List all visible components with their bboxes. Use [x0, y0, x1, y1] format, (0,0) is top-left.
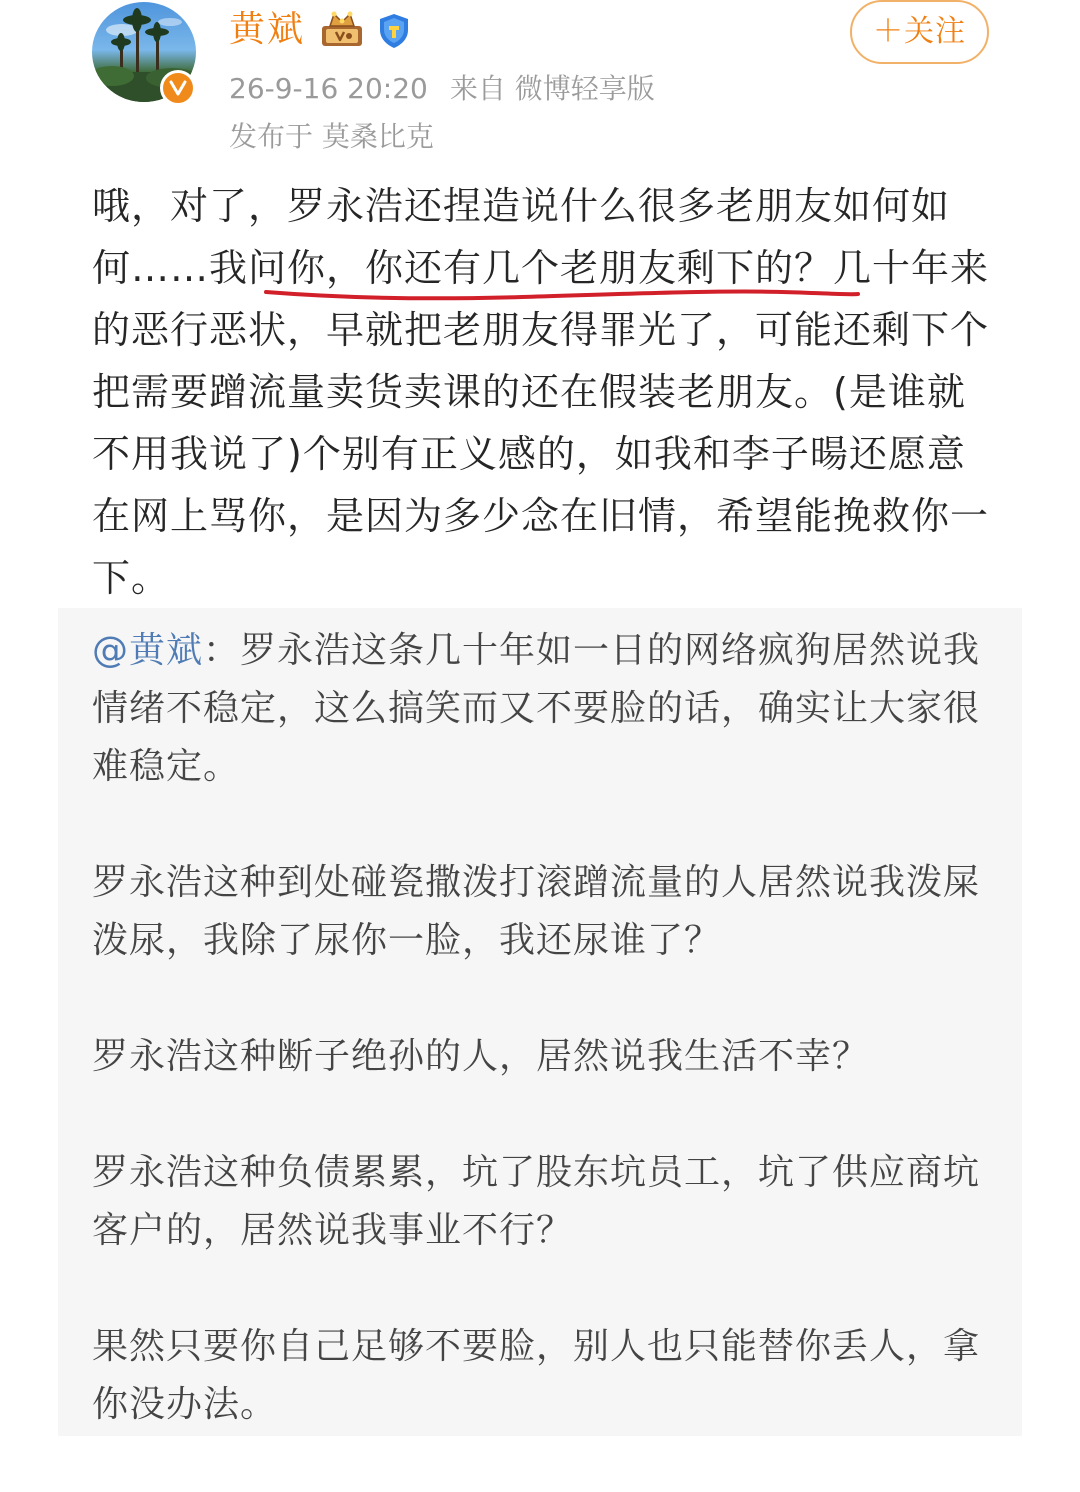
follow-button[interactable]: ＋关注	[850, 0, 989, 64]
quote-paragraph: 罗永浩这种负债累累，坑了股东坑员工，坑了供应商坑客户的，居然说我事业不行？	[92, 1152, 981, 1251]
verified-v-badge-icon	[160, 70, 196, 106]
post-text-before: 哦，对了，罗永浩还捏造说什么很多老朋友如何如何……	[92, 184, 951, 290]
mention-link[interactable]: @黄斌	[92, 630, 204, 671]
post-text-highlighted: 我问你，你还有几个老朋友剩下的？	[209, 246, 834, 290]
username[interactable]: 黄斌	[229, 9, 306, 50]
quote-paragraph: 果然只要你自己足够不要脸，别人也只能替你丢人，拿你没办法。	[92, 1326, 981, 1425]
post-timestamp[interactable]: 26-9-16 20:20	[229, 72, 428, 105]
post-location: 发布于 莫桑比克	[229, 120, 434, 153]
quoted-post-text	[92, 622, 992, 1492]
quote-paragraph: 罗永浩这种到处碰瓷撒泼打滚蹭流量的人居然说我泼屎泼尿，我除了尿你一脸，我还尿谁了？	[92, 862, 981, 961]
quote-paragraph	[92, 622, 992, 796]
post-source[interactable]: 微博轻享版	[514, 72, 655, 105]
post-text-after: 几十年来的恶行恶状，早就把老朋友得罪光了，可能还剩下个把需要蹭流量卖货卖课的还在假装老朋友。(是谁就不用我说了)个别有正义感的，如我和李子暘还愿意在网上骂你，是因为多少念在旧情，希望能挽救你一下。	[92, 246, 990, 600]
quote-paragraph: 罗永浩这种断子绝孙的人，居然说我生活不幸？	[92, 1036, 870, 1077]
blue-shield-badge-icon[interactable]	[376, 12, 412, 50]
source-prefix: 来自	[449, 72, 506, 105]
post-meta	[229, 70, 655, 108]
quote-first-text: ：罗永浩这条几十年如一日的网络疯狗居然说我情绪不稳定，这么搞笑而又不要脸的话，确实让大家很难稳定。	[92, 630, 981, 787]
post-text	[92, 175, 992, 609]
crown-membership-icon[interactable]	[318, 10, 366, 48]
quoted-post[interactable]	[58, 608, 1022, 1436]
